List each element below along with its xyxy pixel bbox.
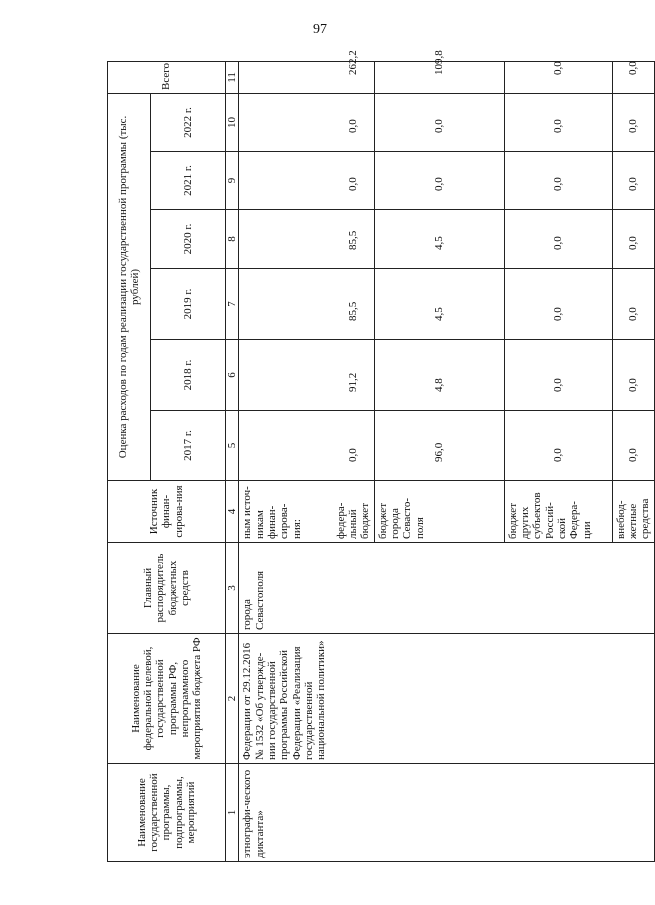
value-cell: 0,0 (504, 411, 612, 481)
rotated-table-wrapper (107, 50, 652, 862)
funding-source-cell: федера-льный бюджет (333, 481, 374, 543)
federal-program-cell: Федерации от 29.12.2016 № 1532 «Об утвержде-нии государственной программы Российской Федерации «Реализация государственной национальной политики» (239, 634, 654, 764)
column-number: 2 (226, 634, 239, 764)
header-funding-source: Источник финан-сирова-ния (108, 481, 226, 543)
value-cell: 0,0 (504, 61, 612, 93)
column-number: 11 (226, 61, 239, 93)
column-number: 4 (226, 481, 239, 543)
column-numbers-row (226, 61, 239, 861)
header-budget-manager: Главный распорядитель бюджетных средств (108, 543, 226, 634)
column-number: 5 (226, 411, 239, 481)
value-cell (239, 93, 333, 151)
value-cell: 0,0 (333, 152, 374, 210)
value-cell: 0,0 (612, 61, 654, 93)
value-cell: 0,0 (333, 93, 374, 151)
value-cell: 0,0 (504, 93, 612, 151)
column-number: 6 (226, 340, 239, 411)
header-year: 2021 г. (151, 152, 226, 210)
header-year: 2017 г. (151, 411, 226, 481)
value-cell: 109,8 (374, 61, 504, 93)
column-number: 10 (226, 93, 239, 151)
value-cell (239, 61, 333, 93)
header-program-name: Наименование государственной программы, подпрограммы, мероприятий (108, 764, 226, 862)
funding-source-cell: бюджет других субъектов Россий-ской Федера-ции (504, 481, 612, 543)
value-cell: 85,5 (333, 269, 374, 340)
value-cell (239, 210, 333, 269)
value-cell: 0,0 (612, 93, 654, 151)
column-number: 9 (226, 152, 239, 210)
value-cell (239, 269, 333, 340)
program-name-cell: этнографи-ческого диктанта» (239, 764, 654, 862)
value-cell: 91,2 (333, 340, 374, 411)
value-cell: 0,0 (612, 411, 654, 481)
header-federal-program: Наименование федеральной целевой, государственной программы РФ, непрограммного мероприятия бюджета РФ (108, 634, 226, 764)
budget-manager-cell: города Севастополя (239, 543, 654, 634)
value-cell: 0,0 (504, 340, 612, 411)
funding-source-cell: ным источ-никам финан-сирова-ния: (239, 481, 333, 543)
expenses-table (107, 50, 655, 862)
column-number: 7 (226, 269, 239, 340)
header-year: 2019 г. (151, 269, 226, 340)
value-cell (239, 340, 333, 411)
value-cell: 262,2 (333, 61, 374, 93)
column-number: 3 (226, 543, 239, 634)
header-expense-estimate: Оценка расходов по годам реализации государственной программы (тыс. рублей) (108, 93, 151, 480)
value-cell: 0,0 (612, 269, 654, 340)
value-cell: 0,0 (374, 152, 504, 210)
value-cell: 0,0 (612, 210, 654, 269)
header-total: Всего (108, 61, 226, 93)
value-cell: 4,5 (374, 269, 504, 340)
header-year: 2018 г. (151, 340, 226, 411)
value-cell: 4,5 (374, 210, 504, 269)
value-cell: 0,0 (374, 93, 504, 151)
funding-source-cell: бюджет города Севасто-поля (374, 481, 504, 543)
funding-source-cell: внебюд-жетные средства (612, 481, 654, 543)
value-cell: 0,0 (504, 269, 612, 340)
value-cell: 85,5 (333, 210, 374, 269)
column-number: 1 (226, 764, 239, 862)
column-number: 8 (226, 210, 239, 269)
value-cell: 4,8 (374, 340, 504, 411)
value-cell: 0,0 (612, 152, 654, 210)
value-cell (239, 411, 333, 481)
value-cell: 96,0 (374, 411, 504, 481)
value-cell: 0,0 (612, 340, 654, 411)
page-number: 97 (313, 22, 327, 37)
value-cell: 0,0 (333, 411, 374, 481)
header-year: 2020 г. (151, 210, 226, 269)
table-row (239, 61, 333, 861)
value-cell: 0,0 (504, 210, 612, 269)
header-year: 2022 г. (151, 93, 226, 151)
value-cell: 0,0 (504, 152, 612, 210)
value-cell (239, 152, 333, 210)
header-row-group (108, 61, 151, 861)
